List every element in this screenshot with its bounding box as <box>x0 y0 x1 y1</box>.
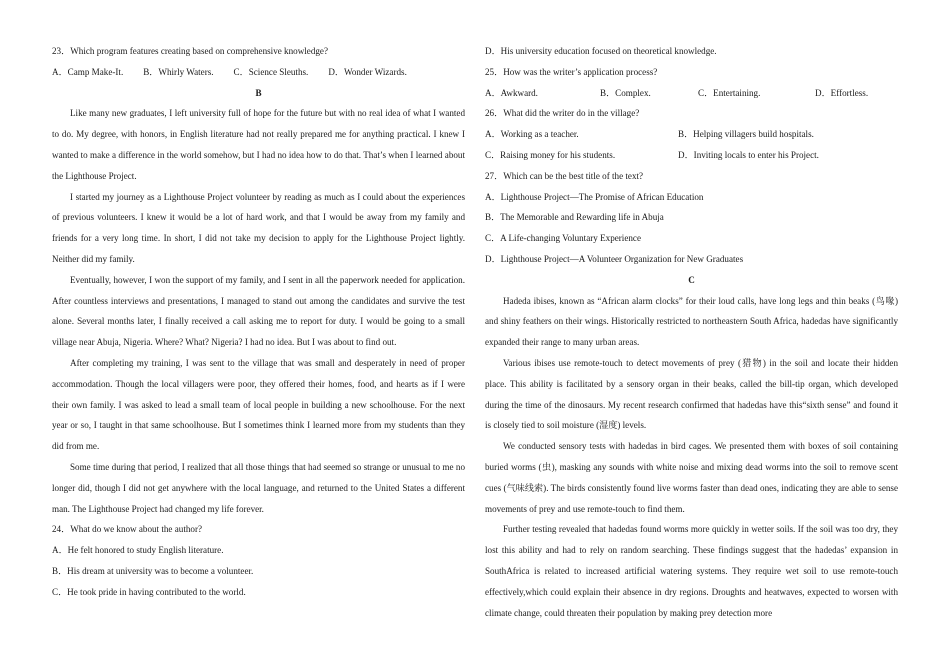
q25-option-a: A．Awkward. <box>485 87 538 98</box>
passage-c-paragraph-3: We conducted sensory tests with hadedas in bird cages. We presented them with boxes of soil containing buried worms (虫), masking any sounds with white noise and mixing dead worms into the soil to remove scent cues (气味线索). The birds consistently found live worms faster than dead ones, indicating they are able to sense movements of prey and use remote-touch to find them. <box>485 441 898 514</box>
q23-option-b: B．Whirly Waters. <box>143 66 214 77</box>
q27-option-b: B．The Memorable and Rewarding life in Abuja <box>485 212 664 223</box>
q24-stem: 24．What do we know about the author? <box>52 524 203 535</box>
q26-option-a: A．Working as a teacher. <box>485 129 579 140</box>
q27-option-d: D．Lighthouse Project—A Volunteer Organization for New Graduates <box>485 253 744 264</box>
q23-option-a: A．Camp Make-It. <box>52 66 124 77</box>
q26-options-row-2 <box>485 145 898 166</box>
q26-option-b: B．Helping villagers build hospitals. <box>678 129 814 140</box>
q26-option-d: D．Inviting locals to enter his Project. <box>678 149 819 160</box>
q24-option-c: C．He took pride in having contributed to the world. <box>52 586 246 597</box>
q26-options-row-1 <box>485 124 898 145</box>
q23-stem: 23．Which program features creating based on comprehensive knowledge? <box>52 46 328 56</box>
passage-c-paragraph-2: Various ibises use remote-touch to detect movements of prey (猎物) in the soil and locate their hidden place. This ability is facilitated by a sensory organ in their beaks, called the bill-tip organ, which developed during the time of the dinosaurs. My recent research confirmed that hadedas have this“sixth sense” and found it is closely tied to soil moisture (湿度) levels. <box>485 357 898 431</box>
q23-option-d: D．Wonder Wizards. <box>328 66 407 77</box>
q26-option-c: C．Raising money for his students. <box>485 149 616 160</box>
q27-option-c: C．A Life-changing Voluntary Experience <box>485 233 641 244</box>
passage-c-paragraph-1: Hadeda ibises, known as “African alarm clocks” for their loud calls, have long legs and thin beaks (鸟喙) and shiny feathers on their wings. Historically restricted to northeastern South Africa, hadedas have significantly expanded their range to many urban areas. <box>485 295 898 348</box>
q27-stem: 27．Which can be the best title of the text? <box>485 170 644 181</box>
q26-stem: 26．What did the writer do in the village? <box>485 108 640 119</box>
q24-option-b: B．His dream at university was to become a volunteer. <box>52 565 254 576</box>
passage-b-paragraph-1: Like many new graduates, I left university full of hope for the future but with no real idea of what I wanted to do. My degree, with honors, in English literature had not really prepared me for anything practical. I knew I wanted to make a difference in the world somehow, but I had no idea how to do that. That’s when I learned about the Lighthouse Project. <box>52 108 465 181</box>
q27-option-a: A．Lighthouse Project—The Promise of African Education <box>485 191 704 202</box>
passage-b-paragraph-2: I started my journey as a Lighthouse Project volunteer by reading as much as I could about the experiences of previous volunteers. I knew it would be a lot of hard work, and that I would be away from my family and friends for a very long time. In short, I did not take my decision to apply for the Lighthouse Project lightly. Neither did my family. <box>52 191 465 264</box>
q24-option-a: A．He felt honored to study English literature. <box>52 545 224 556</box>
left-column <box>52 41 465 603</box>
q23-option-c: C．Science Sleuths. <box>233 66 309 77</box>
q25-option-b: B．Complex. <box>600 87 651 98</box>
passage-b-paragraph-5: Some time during that period, I realized that all those things that had seemed so strange or unusual to me no longer did, though I did not get anywhere with the local language, and returned to the United States a different man. The Lighthouse Project had changed my life forever. <box>52 461 465 514</box>
section-c-heading: C <box>688 274 695 285</box>
q25-option-c: C．Entertaining. <box>698 87 761 98</box>
passage-b-paragraph-4: After completing my training, I was sent to the village that was small and desperately in need of proper accommodation. Though the local villagers were poor, they offered their homes, food, and hearts as if I were their own family. I was asked to lead a small team of local people in building a new schoolhouse. For the next year or so, I taught in that same schoolhouse. But I sometimes think I learned more from my students than they did from me. <box>52 357 465 452</box>
q23-options <box>52 62 465 83</box>
passage-c-paragraph-4: Further testing revealed that hadedas found worms more quickly in wetter soils. If the soil was too dry, they lost this ability and had to rely on random searching. These findings suggest that the hadedas’ expansion in SouthAfrica is related to increased artificial watering systems. They require wet soil to use remote-touch effectively,which could explain their absence in dry regions. Droughts and heatwaves, expected to worsen with climate change, could threaten their population by making prey detection more <box>485 524 898 618</box>
q24-option-d: D．His university education focused on theoretical knowledge. <box>485 46 717 56</box>
q25-stem: 25．How was the writer’s application process? <box>485 66 658 77</box>
passage-b-paragraph-3: Eventually, however, I won the support of my family, and I sent in all the paperwork needed for application. After countless interviews and presentations, I managed to stand out among the candidates and survive the test alone. Several months later, I finally received a call asking me to report for duty. I would be going to a small village near Abuja, Nigeria. Where? What? Nigeria? I had no idea. But I was about to find out. <box>52 274 465 348</box>
q25-options <box>485 83 898 104</box>
q25-option-d: D．Effortless. <box>815 87 869 98</box>
section-b-heading: B <box>255 87 262 98</box>
right-column <box>485 41 898 623</box>
